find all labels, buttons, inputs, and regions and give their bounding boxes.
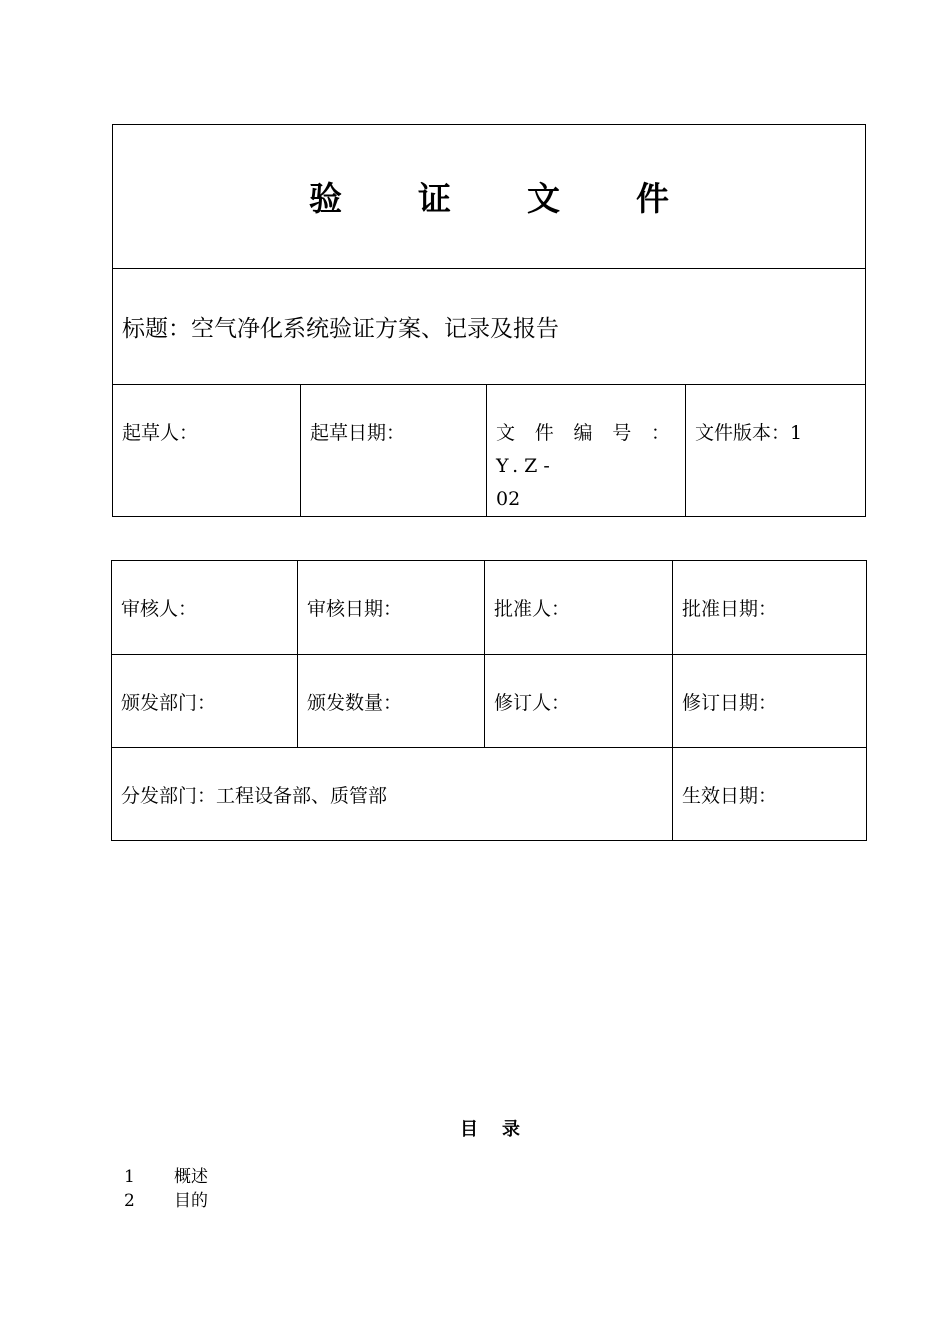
- review-date-field: 审核日期：: [298, 561, 485, 655]
- distribution-field: 分发部门：工程设备部、质管部: [112, 748, 673, 841]
- toc-item-label: 目的: [174, 1191, 208, 1211]
- title-char: 文: [527, 179, 560, 218]
- approval-date-field: 批准日期：: [673, 561, 867, 655]
- effective-date-field: 生效日期：: [673, 748, 867, 841]
- approver-field: 批准人：: [485, 561, 673, 655]
- toc-item[interactable]: [124, 1189, 208, 1213]
- approval-table: [111, 560, 867, 841]
- doc-version-field: 文件版本：1: [686, 385, 866, 517]
- issuing-dept-field: 颁发部门：: [112, 655, 298, 748]
- issue-quantity-field: 颁发数量：: [298, 655, 485, 748]
- toc-heading: [0, 1115, 950, 1141]
- drafter-field: 起草人：: [113, 385, 301, 517]
- toc-item[interactable]: [124, 1165, 208, 1189]
- draft-date-field: 起草日期：: [301, 385, 487, 517]
- toc-item-label: 概述: [174, 1167, 208, 1187]
- doc-number-label: 文件编号：Y.Z-: [496, 422, 676, 477]
- toc-list: [124, 1165, 208, 1213]
- document-subject: 标题：空气净化系统验证方案、记录及报告: [113, 269, 866, 385]
- document-title: [113, 125, 866, 269]
- doc-number-field: [487, 385, 686, 517]
- reviewer-field: 审核人：: [112, 561, 298, 655]
- title-char: 验: [309, 179, 342, 218]
- toc-heading-char: 录: [502, 1119, 520, 1140]
- toc-item-number: 2: [124, 1191, 135, 1211]
- title-char: 件: [636, 179, 669, 218]
- reviser-field: 修订人：: [485, 655, 673, 748]
- title-char: 证: [418, 179, 451, 218]
- revision-date-field: 修订日期：: [673, 655, 867, 748]
- toc-heading-char: 目: [460, 1119, 478, 1140]
- doc-number-tail: 02: [496, 488, 521, 510]
- toc-item-number: 1: [124, 1167, 135, 1187]
- document-header-table: [112, 124, 866, 517]
